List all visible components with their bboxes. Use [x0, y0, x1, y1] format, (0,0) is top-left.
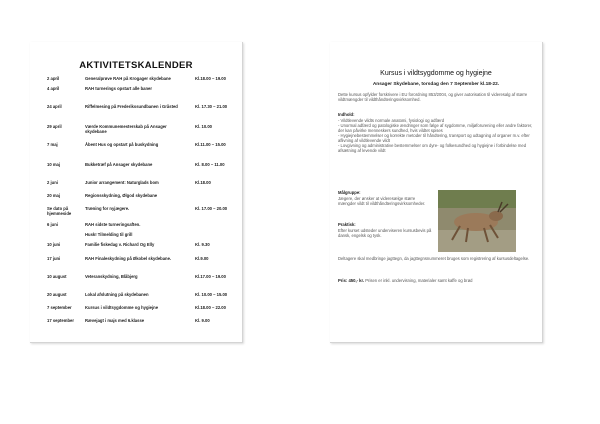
practical-text: Efter kurset udsteder underviseren kursusbevis på dansk, engelsk og tysk. — [338, 228, 432, 238]
row-date: 7 september — [47, 305, 72, 310]
row-time: Kl.11.00 – 15.00 — [195, 142, 226, 147]
price-text: Prisen er inkl. undervisning, materialer samt kaffe og brød — [365, 278, 473, 283]
row-date: 24 april — [47, 104, 62, 109]
row-date: 2 april — [47, 76, 60, 81]
row-date: 7 maj — [47, 142, 58, 147]
row-date: 10 maj — [47, 162, 61, 167]
row-activity: Veteranskydning, Blåbjerg — [85, 274, 138, 279]
row-time: Kl. 8.00 – 11.00 — [195, 162, 225, 167]
note-text: Deltagere skal medbringe jagttegn, da jagttegnsnummeret bruges som registrering af kursusdeltagelse. — [338, 256, 530, 261]
row-date: 17 juni — [47, 256, 61, 261]
row-time: Kl.18.00 — [195, 180, 211, 185]
row-time: Kl. 9.30 — [195, 242, 210, 247]
row-date: 17 september — [47, 318, 74, 323]
row-activity: Rævejagt i majs med 6.klasse — [85, 318, 145, 323]
row-date: 29 april — [47, 124, 62, 129]
row-activity: Lokal afslutning på skydebanen — [85, 292, 149, 297]
calendar-title: AKTIVITETSKALENDER — [79, 60, 193, 71]
deer-photo — [438, 190, 516, 252]
row-activity: Træning for nyjægere. — [85, 206, 130, 211]
row-activity: Regionsskydning, Ølgod skydebane — [85, 193, 158, 198]
row-date: 10 august — [47, 274, 67, 279]
row-time: Kl. 9.00 — [195, 318, 210, 323]
row-activity: RAH Finaleskydning på Økobel skydebane. — [85, 256, 172, 261]
row-activity: Bukketræf på Ansager skydebane — [85, 162, 153, 167]
content-line: - Hygiejnebestemmelser og korrekte metoder til håndtering, transport og udtagning af organer m.v. efter aflivning af vildtlevende vildt — [338, 133, 530, 143]
row-activity: Kursus i vildtsygdomme og hygiejne — [85, 305, 159, 310]
row-time: Kl. 17.00 – 20.00 — [195, 206, 228, 211]
content-heading: Indhold: — [338, 112, 355, 117]
row-date: 20 maj — [47, 193, 61, 198]
course-subtitle: Ansager Skydebane, torsdag den 7 September kl.18-22. — [372, 82, 500, 87]
row-activity: Junior arrangement: Naturglads bom — [85, 180, 159, 185]
content-line: - Lovgivning og administrative bestemmelser om dyre- og folkesundhed og hygiejne i forbindelse med afsætning af levende vildt — [338, 143, 527, 153]
row-activity: Familie fiskedag v. Richard Og Elly — [85, 242, 155, 247]
row-time: Kl.18.00 – 22.00 — [195, 305, 226, 310]
price-line — [338, 278, 534, 283]
row-time: Kl.9.00 — [195, 256, 209, 261]
row-time: Kl. 17.30 – 21.00 — [195, 104, 228, 109]
row-date: Se dato på hjemmeside — [47, 206, 72, 216]
target-text: Jægere, der ønsker at videresælge større mængder vildt til vildthåndteringsvirksomheder. — [338, 196, 426, 206]
row-date: 10 juni — [47, 242, 61, 247]
row-activity: RAH turnerings opstart alle baner — [85, 86, 153, 91]
row-date: 2 juni — [47, 180, 58, 185]
row-activity: Generalprøve RAH på Krogager skydebane — [85, 76, 171, 81]
row-activity: Husk! Tilmelding til grill — [85, 232, 133, 237]
course-intro: Dette kursus opfylder forskrivere i EU forordning 853/2004, og giver autorisation til videresalg af større vildtmængder til vildthåndteringsvirksomhed. — [338, 92, 528, 102]
practical-heading: Praktisk: — [338, 222, 356, 227]
row-time: Kl.17.00 – 19.00 — [195, 274, 226, 279]
row-date: 4 april — [47, 86, 60, 91]
right-page — [330, 42, 543, 343]
row-time: Kl.18.00 – 19.00 — [195, 76, 226, 81]
row-activity: Riffelmesing på Frederikssundbanen i Gråsted — [85, 104, 178, 109]
content-list — [338, 118, 534, 153]
course-title: Kursus i vildtsygdomme og hygiejne — [380, 70, 492, 77]
row-activity: Værde Kommunemesterskab på Ansager skydebane — [85, 124, 167, 134]
row-time: Kl. 10.00 – 15.00 — [195, 292, 228, 297]
row-time: Kl. 10.00 — [195, 124, 212, 129]
price-label: Pris: 450,- kr. — [338, 278, 365, 283]
row-date: 6 juni — [47, 222, 58, 227]
row-activity: RAH sidste turneringsaften. — [85, 222, 141, 227]
content-line: - Vildtlevende vildts normale anatomi, fysiologi og adfærd — [338, 118, 445, 123]
row-date: 20 august — [47, 292, 67, 297]
content-line: - Unormal adfærd og patologiske ændringer som følge af sygdomme, miljøforurening eller andre faktorer, der kan påvirke menneskers sundhed, hvis vildtet spises — [338, 123, 533, 133]
left-page — [30, 42, 243, 343]
target-heading: Målgruppe: — [338, 190, 361, 195]
row-activity: Åbent Hus og opstart på buskydning — [85, 142, 159, 147]
